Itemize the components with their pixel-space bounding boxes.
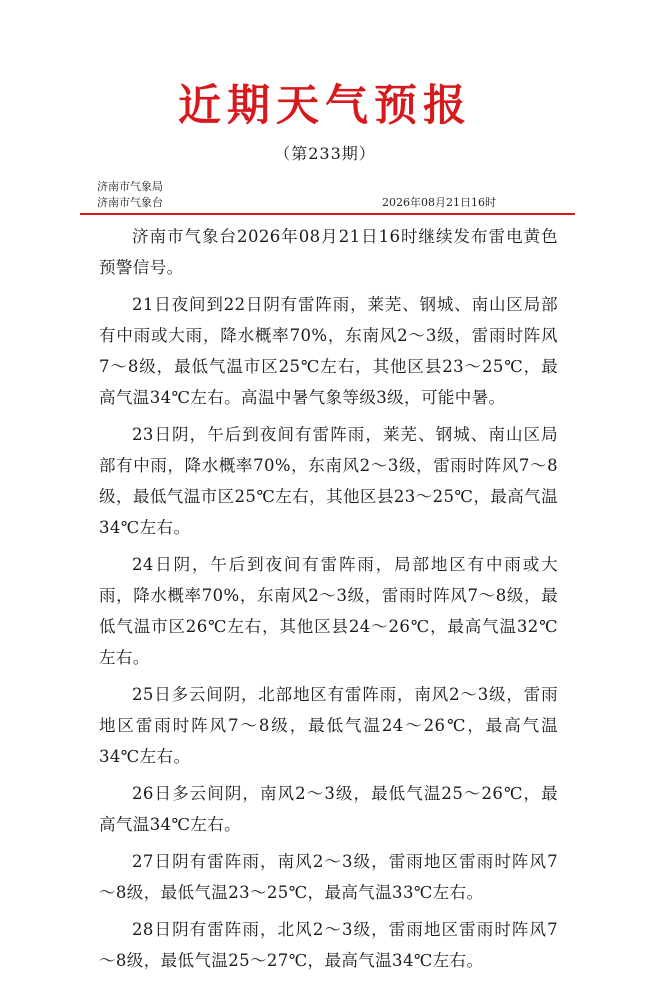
forecast-body: [99, 221, 558, 982]
issuer-observatory: 济南市气象台: [97, 196, 163, 209]
forecast-paragraph-day-25: 25日多云间阴，北部地区有雷阵雨，南风2～3级，雷雨地区雷雨时阵风7～8级，最低气温24～26℃，最高气温34℃左右。: [99, 685, 558, 766]
issue-date: 2026年08月21日16时: [382, 196, 496, 209]
header-divider: [80, 213, 575, 215]
forecast-paragraph-warning: 济南市气象台2026年08月21日16时继续发布雷电黄色预警信号。: [99, 227, 558, 277]
issue-number: （第233期）: [274, 144, 376, 163]
document-title: 近期天气预报: [178, 81, 472, 131]
forecast-paragraph-day-23: 23日阴，午后到夜间有雷阵雨，莱芜、钢城、南山区局部有中雨，降水概率70%，东南风2～3级，雷雨时阵风7～8级，最低气温市区25℃左右，其他区县23～25℃，最高气温34℃左右。: [99, 425, 558, 537]
forecast-paragraph-day-21-22: 21日夜间到22日阴有雷阵雨，莱芜、钢城、南山区局部有中雨或大雨，降水概率70%，东南风2～3级，雷雨时阵风7～8级，最低气温市区25℃左右，其他区县23～25℃，最高气温34℃左右。高温中暑气象等级3级，可能中暑。: [99, 295, 558, 407]
forecast-paragraph-day-28: 28日阴有雷阵雨，北风2～3级，雷雨地区雷雨时阵风7～8级，最低气温25～27℃，最高气温34℃左右。: [99, 920, 558, 970]
forecast-paragraph-day-24: 24日阴，午后到夜间有雷阵雨，局部地区有中雨或大雨，降水概率70%，东南风2～3级，雷雨时阵风7～8级，最低气温市区26℃左右，其他区县24～26℃，最高气温32℃左右。: [99, 555, 558, 667]
issuer-bureau: 济南市气象局: [97, 180, 163, 193]
forecast-paragraph-day-27: 27日阴有雷阵雨，南风2～3级，雷雨地区雷雨时阵风7～8级，最低气温23～25℃，最高气温33℃左右。: [99, 852, 558, 902]
forecast-paragraph-day-26: 26日多云间阴，南风2～3级，最低气温25～26℃，最高气温34℃左右。: [99, 784, 558, 834]
